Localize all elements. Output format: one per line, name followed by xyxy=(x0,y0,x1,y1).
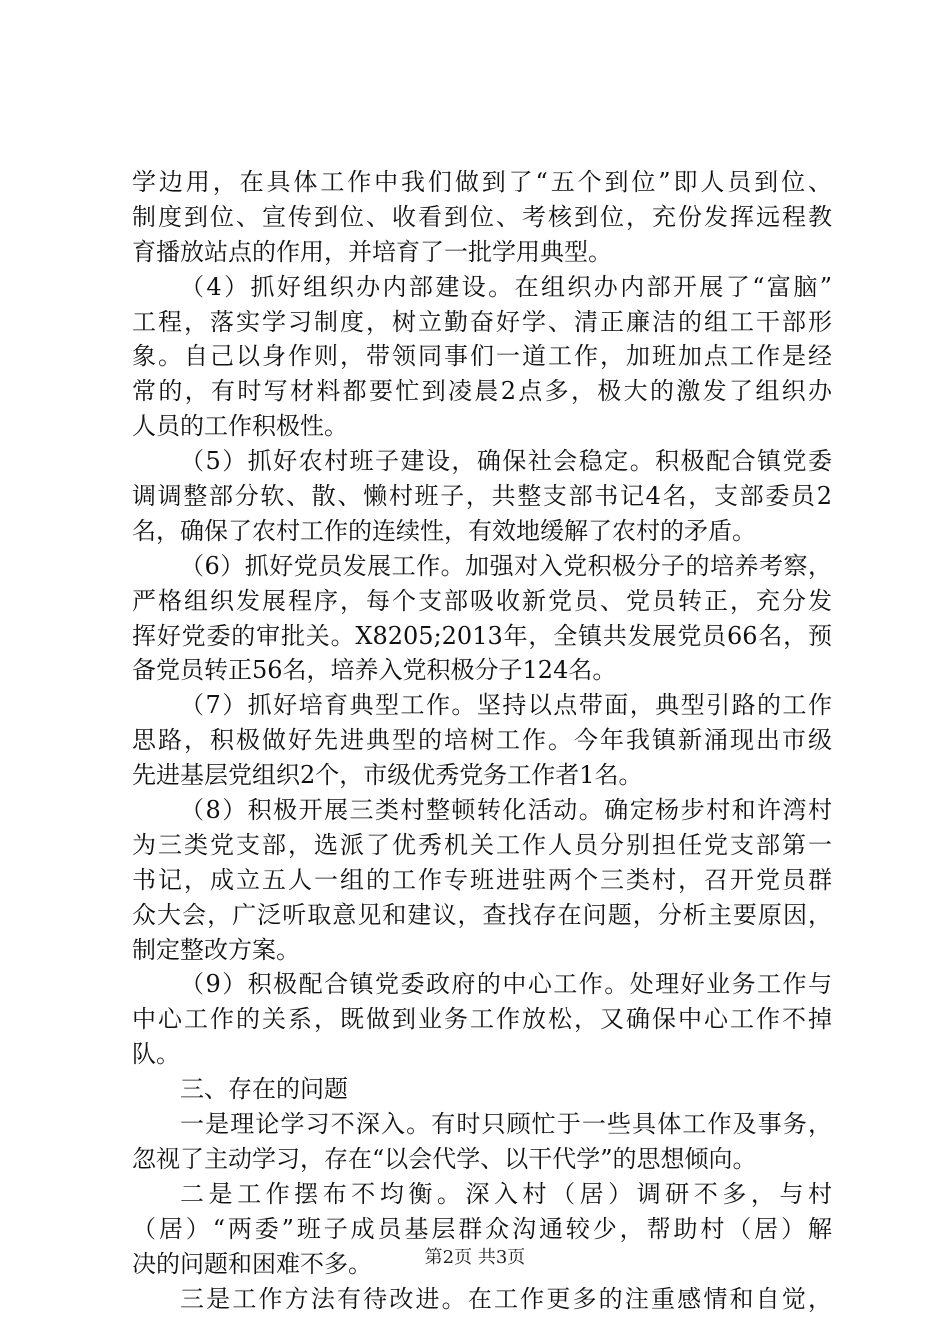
text-line: （5）抓好农村班子建设，确保社会稳定。积极配合镇党委 xyxy=(180,447,832,476)
text-line: （9）积极配合镇党委政府的中心工作。处理好业务工作与 xyxy=(180,970,832,999)
text-line: 众大会，广泛听取意见和建议，查找存在问题，分析主要原因， xyxy=(132,900,832,929)
text-line: 育播放站点的作用，并培育了一批学用典型。 xyxy=(132,237,612,266)
text-line: 学边用，在具体工作中我们做到了“五个到位”即人员到位、 xyxy=(132,168,832,196)
text-line: 三、存在的问题 xyxy=(180,1075,348,1104)
document-body xyxy=(132,165,832,1316)
text-line: 挥好党委的审批关。X8205;2013年，全镇共发展党员66名，预 xyxy=(132,621,832,650)
text-line: 一是理论学习不深入。有时只顾忙于一些具体工作及事务， xyxy=(180,1110,832,1139)
text-line: 制定整改方案。 xyxy=(132,935,300,964)
text-line: 中心工作的关系，既做到业务工作放松，又确保中心工作不掉 xyxy=(132,1005,832,1034)
text-line: （8）积极开展三类村整顿转化活动。确定杨步村和许湾村 xyxy=(180,796,832,825)
text-line: （居）“两委”班子成员基层群众沟通较少，帮助村（居）解 xyxy=(132,1214,832,1243)
text-line: 常的，有时写材料都要忙到凌晨2点多，极大的激发了组织办 xyxy=(132,377,832,406)
text-line: 人员的工作积极性。 xyxy=(132,412,348,441)
text-line: 调调整部分软、散、懒村班子，共整支部书记4名，支部委员2 xyxy=(132,482,832,511)
text-line: 三是工作方法有待改进。在工作更多的注重感情和自觉， xyxy=(180,1284,832,1313)
text-line: 名，确保了农村工作的连续性，有效地缓解了农村的矛盾。 xyxy=(132,516,756,545)
text-line: （7）抓好培育典型工作。坚持以点带面，典型引路的工作 xyxy=(180,691,832,720)
text-line: 二是工作摆布不均衡。深入村（居）调研不多，与村 xyxy=(180,1179,832,1208)
text-line: （6）抓好党员发展工作。加强对入党积极分子的培养考察， xyxy=(180,551,832,580)
text-line: 忽视了主动学习，存在“以会代学、以干代学”的思想倾向。 xyxy=(132,1144,757,1173)
text-line: 工程，落实学习制度，树立勤奋好学、清正廉洁的组工干部形 xyxy=(132,307,832,336)
text-line: 严格组织发展程序，每个支部吸收新党员、党员转正，充分发 xyxy=(132,586,832,615)
text-line: 思路，积极做好先进典型的培树工作。今年我镇新涌现出市级 xyxy=(132,726,832,755)
text-line: 队。 xyxy=(132,1040,180,1069)
text-line: 先进基层党组织2个，市级优秀党务工作者1名。 xyxy=(132,761,643,790)
text-line: 制度到位、宣传到位、收看到位、考核到位，充份发挥远程教 xyxy=(132,202,832,231)
text-line: 象。自己以身作则，带领同事们一道工作，加班加点工作是经 xyxy=(132,342,832,371)
text-line: 备党员转正56名，培养入党积极分子124名。 xyxy=(132,656,617,685)
page-number-label: 第2页 共3页 xyxy=(424,1247,526,1268)
text-line: 书记，成立五人一组的工作专班进驻两个三类村，召开党员群 xyxy=(132,865,832,894)
text-line: 为三类党支部，选派了优秀机关工作人员分别担任党支部第一 xyxy=(132,830,832,859)
text-line: 决的问题和困难不多。 xyxy=(132,1249,372,1278)
text-line: （4）抓好组织办内部建设。在组织办内部开展了“富脑” xyxy=(180,272,832,301)
page-footer xyxy=(0,1246,950,1270)
